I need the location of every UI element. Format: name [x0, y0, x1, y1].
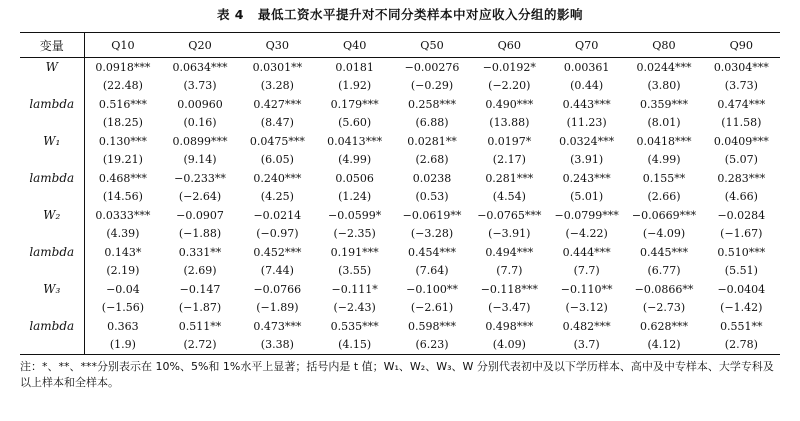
- variable-label: lambda: [20, 95, 84, 114]
- table-cell: (18.25): [102, 116, 143, 130]
- table-cell: (−2.20): [488, 79, 531, 93]
- table-cell: (4.99): [338, 153, 372, 167]
- table-cell: 0.0281**: [407, 134, 457, 148]
- lambda-t-value-row: [20, 262, 780, 281]
- variable-label: W₃: [20, 280, 84, 299]
- table-cell: 0.359***: [639, 97, 688, 111]
- table-cell: 0.0197*: [487, 134, 532, 148]
- table-cell: −0.0214: [253, 208, 302, 222]
- table-cell: 0.155**: [642, 171, 686, 185]
- table-cell: (2.68): [415, 153, 449, 167]
- table-cell: 0.0475***: [249, 134, 305, 148]
- table-cell: (−3.47): [488, 301, 531, 315]
- table-cell: −0.0907: [176, 208, 224, 222]
- table-cell: (8.01): [647, 116, 681, 130]
- table-cell: −0.0284: [717, 208, 766, 222]
- table-cell: (−1.42): [720, 301, 763, 315]
- header-quantile: Q80: [652, 38, 676, 52]
- table-cell: −0.0192*: [482, 60, 536, 74]
- variable-label: [20, 225, 84, 244]
- table-cell: 0.0506: [335, 171, 374, 185]
- variable-label: [20, 114, 84, 133]
- table-cell: 0.628***: [639, 319, 688, 333]
- table-cell: 0.598***: [407, 319, 456, 333]
- table-cell: 0.0244***: [636, 60, 692, 74]
- table-cell: −0.147: [179, 282, 221, 296]
- table-cell: (7.64): [415, 264, 449, 278]
- table-cell: (5.51): [724, 264, 758, 278]
- table-cell: (5.60): [338, 116, 372, 130]
- table-cell: (−4.09): [642, 227, 686, 241]
- variable-label: lambda: [20, 317, 84, 336]
- variable-label: [20, 336, 84, 355]
- table-cell: −0.0669***: [631, 208, 697, 222]
- table-cell: (−0.97): [256, 227, 299, 241]
- variable-label: [20, 299, 84, 318]
- header-quantile: Q60: [497, 38, 522, 52]
- lambda-coefficient-row: [20, 243, 780, 262]
- table-cell: (4.39): [106, 227, 140, 241]
- table-caption: [20, 6, 780, 24]
- table-cell: 0.191***: [330, 245, 379, 259]
- coefficient-row: [20, 206, 780, 225]
- table-cell: 0.474***: [717, 97, 766, 111]
- coefficient-row: [20, 280, 780, 299]
- t-value-row: [20, 299, 780, 318]
- t-value-row: [20, 151, 780, 170]
- table-cell: 0.445***: [639, 245, 688, 259]
- table-cell: 0.179***: [330, 97, 379, 111]
- table-cell: (−2.61): [410, 301, 454, 315]
- table-cell: 0.0418***: [636, 134, 692, 148]
- table-cell: −0.110**: [560, 282, 613, 296]
- table-cell: (6.23): [393, 336, 470, 355]
- table-cell: 0.0181: [335, 60, 374, 74]
- table-cell: −0.0765***: [477, 208, 542, 222]
- lambda-coefficient-row: [20, 95, 780, 114]
- table-cell: (3.80): [647, 79, 681, 93]
- table-body: [20, 58, 780, 355]
- variable-label: lambda: [20, 243, 84, 262]
- table-cell: (2.69): [183, 264, 217, 278]
- table-cell: 0.0238: [412, 171, 452, 185]
- table-cell: 0.0301**: [252, 60, 303, 74]
- table-cell: 0.00361: [563, 60, 610, 74]
- table-cell: (9.14): [183, 153, 217, 167]
- table-cell: (4.25): [260, 190, 294, 204]
- lambda-coefficient-row: [20, 169, 780, 188]
- table-cell: (4.99): [647, 153, 681, 167]
- header-variable: 变量: [20, 33, 84, 58]
- table-cell: (−3.91): [488, 227, 531, 241]
- table-cell: 0.0413***: [327, 134, 383, 148]
- table-cell: 0.427***: [253, 97, 302, 111]
- table-cell: 0.535***: [330, 319, 379, 333]
- variable-label: lambda: [20, 169, 84, 188]
- table-cell: (0.44): [570, 79, 604, 93]
- table-cell: 0.516***: [98, 97, 147, 111]
- table-cell: 0.510***: [717, 245, 766, 259]
- table-cell: (0.53): [415, 190, 449, 204]
- table-cell: (4.54): [492, 190, 526, 204]
- table-cell: −0.0619**: [402, 208, 462, 222]
- table-cell: 0.281***: [485, 171, 534, 185]
- table-cell: −0.0799***: [554, 208, 619, 222]
- table-cell: (6.77): [647, 264, 681, 278]
- table-cell: (2.19): [106, 264, 140, 278]
- table-cell: 0.283***: [717, 171, 766, 185]
- t-value-row: [20, 225, 780, 244]
- variable-label: [20, 262, 84, 281]
- table-cell: 0.0324***: [559, 134, 615, 148]
- table-cell: (−2.43): [333, 301, 376, 315]
- table-cell: (7.7): [496, 264, 523, 278]
- table-cell: 0.443***: [562, 97, 611, 111]
- table-cell: 0.473***: [253, 319, 302, 333]
- table-cell: 0.511**: [178, 319, 222, 333]
- variable-label: [20, 77, 84, 96]
- table-cell: (−0.29): [410, 79, 454, 93]
- table-cell: (3.38): [239, 336, 316, 355]
- table-header-row: [20, 33, 780, 58]
- table-cell: (11.58): [721, 116, 762, 130]
- table-cell: (22.48): [102, 79, 143, 93]
- table-cell: 0.498***: [485, 319, 534, 333]
- table-cell: (3.91): [570, 153, 604, 167]
- table-cell: −0.0766: [253, 282, 302, 296]
- table-title: 最低工资水平提升对不同分类样本中对应收入分组的影响: [258, 7, 584, 22]
- table-cell: (11.23): [566, 116, 607, 130]
- table-cell: (4.09): [471, 336, 548, 355]
- table-cell: (−4.22): [565, 227, 608, 241]
- table-cell: (−2.73): [642, 301, 686, 315]
- header-quantile: Q30: [265, 38, 290, 52]
- table-cell: 0.482***: [562, 319, 611, 333]
- table-cell: (3.73): [183, 79, 217, 93]
- table-number: 表 4: [216, 7, 245, 22]
- table-cell: 0.00960: [177, 97, 223, 111]
- table-cell: 0.243***: [562, 171, 611, 185]
- table-cell: (19.21): [102, 153, 143, 167]
- header-quantile: Q50: [420, 38, 444, 52]
- table-cell: 0.258***: [407, 97, 456, 111]
- table-cell: (−3.28): [410, 227, 454, 241]
- table-cell: −0.0404: [717, 282, 766, 296]
- table-cell: (−1.89): [256, 301, 299, 315]
- lambda-t-value-row: [20, 188, 780, 207]
- coefficient-row: [20, 58, 780, 77]
- coefficient-row: [20, 132, 780, 151]
- table-cell: (−1.56): [101, 301, 145, 315]
- table-cell: 0.0634***: [172, 60, 228, 74]
- table-cell: (1.9): [84, 336, 161, 355]
- header-quantile: Q10: [111, 38, 135, 52]
- lambda-t-value-row: [20, 336, 780, 355]
- lambda-coefficient-row: [20, 317, 780, 336]
- variable-label: W₁: [20, 132, 84, 151]
- table-cell: (−1.87): [178, 301, 222, 315]
- table-cell: 0.363: [107, 319, 139, 333]
- table-cell: 0.452***: [253, 245, 302, 259]
- table-cell: 0.444***: [562, 245, 611, 259]
- table-cell: (−1.88): [178, 227, 222, 241]
- table-cell: 0.130***: [98, 134, 147, 148]
- table-cell: −0.111*: [331, 282, 378, 296]
- header-quantile: Q20: [188, 38, 212, 52]
- table-cell: 0.0918***: [95, 60, 151, 74]
- table-cell: (−2.35): [333, 227, 376, 241]
- table-cell: (7.44): [260, 264, 294, 278]
- table-cell: −0.0599*: [328, 208, 382, 222]
- table-cell: −0.118***: [480, 282, 538, 296]
- table-cell: (4.15): [316, 336, 393, 355]
- table-cell: (5.01): [570, 190, 604, 204]
- table-cell: (−3.12): [565, 301, 608, 315]
- variable-label: W: [20, 58, 84, 77]
- table-cell: −0.100**: [406, 282, 458, 296]
- table-cell: (6.88): [415, 116, 449, 130]
- table-cell: 0.551**: [720, 319, 763, 333]
- variable-label: [20, 188, 84, 207]
- table-cell: 0.0333***: [95, 208, 151, 222]
- header-quantile: Q90: [729, 38, 754, 52]
- table-cell: 0.0304***: [713, 60, 769, 74]
- lambda-t-value-row: [20, 114, 780, 133]
- table-cell: 0.331**: [178, 245, 222, 259]
- table-cell: 0.0409***: [713, 134, 769, 148]
- table-cell: (7.7): [573, 264, 600, 278]
- table-cell: 0.468***: [98, 171, 147, 185]
- table-cell: (3.28): [260, 79, 294, 93]
- table-cell: (2.66): [647, 190, 681, 204]
- table-cell: (2.78): [703, 336, 780, 355]
- table-cell: −0.0866**: [634, 282, 694, 296]
- table-note: 注：*、**、***分别表示在 10%、5%和 1%水平上显著；括号内是 t 值；W₁、W₂、W₃、W 分别代表初中及以下学历样本、高中及中专样本、大学专科及以上样本和全样本。: [20, 360, 774, 389]
- table-cell: (4.66): [724, 190, 758, 204]
- table-cell: (0.16): [183, 116, 217, 130]
- table-cell: (1.92): [338, 79, 372, 93]
- regression-table: [20, 32, 780, 355]
- t-value-row: [20, 77, 780, 96]
- table-cell: −0.04: [106, 282, 140, 296]
- table-cell: (3.55): [338, 264, 372, 278]
- table-cell: (2.72): [161, 336, 238, 355]
- table-cell: (−1.67): [720, 227, 763, 241]
- table-cell: (5.07): [724, 153, 758, 167]
- table-cell: 0.143*: [104, 245, 142, 259]
- table-cell: −0.233**: [174, 171, 226, 185]
- table-cell: (3.7): [548, 336, 625, 355]
- table-cell: (13.88): [489, 116, 530, 130]
- table-cell: 0.494***: [485, 245, 534, 259]
- variable-label: W₂: [20, 206, 84, 225]
- table-cell: (−2.64): [178, 190, 222, 204]
- table-cell: (4.12): [625, 336, 702, 355]
- variable-label: [20, 151, 84, 170]
- table-cell: 0.490***: [485, 97, 534, 111]
- table-cell: (6.05): [260, 153, 294, 167]
- header-quantile: Q70: [574, 38, 599, 52]
- table-cell: (14.56): [102, 190, 143, 204]
- table-cell: 0.240***: [253, 171, 302, 185]
- table-cell: (8.47): [260, 116, 294, 130]
- table-cell: 0.0899***: [172, 134, 228, 148]
- table-cell: (2.17): [492, 153, 526, 167]
- table-cell: (1.24): [338, 190, 372, 204]
- table-cell: (3.73): [724, 79, 758, 93]
- table-cell: −0.00276: [404, 60, 460, 74]
- table-cell: 0.454***: [407, 245, 456, 259]
- header-quantile: Q40: [342, 38, 367, 52]
